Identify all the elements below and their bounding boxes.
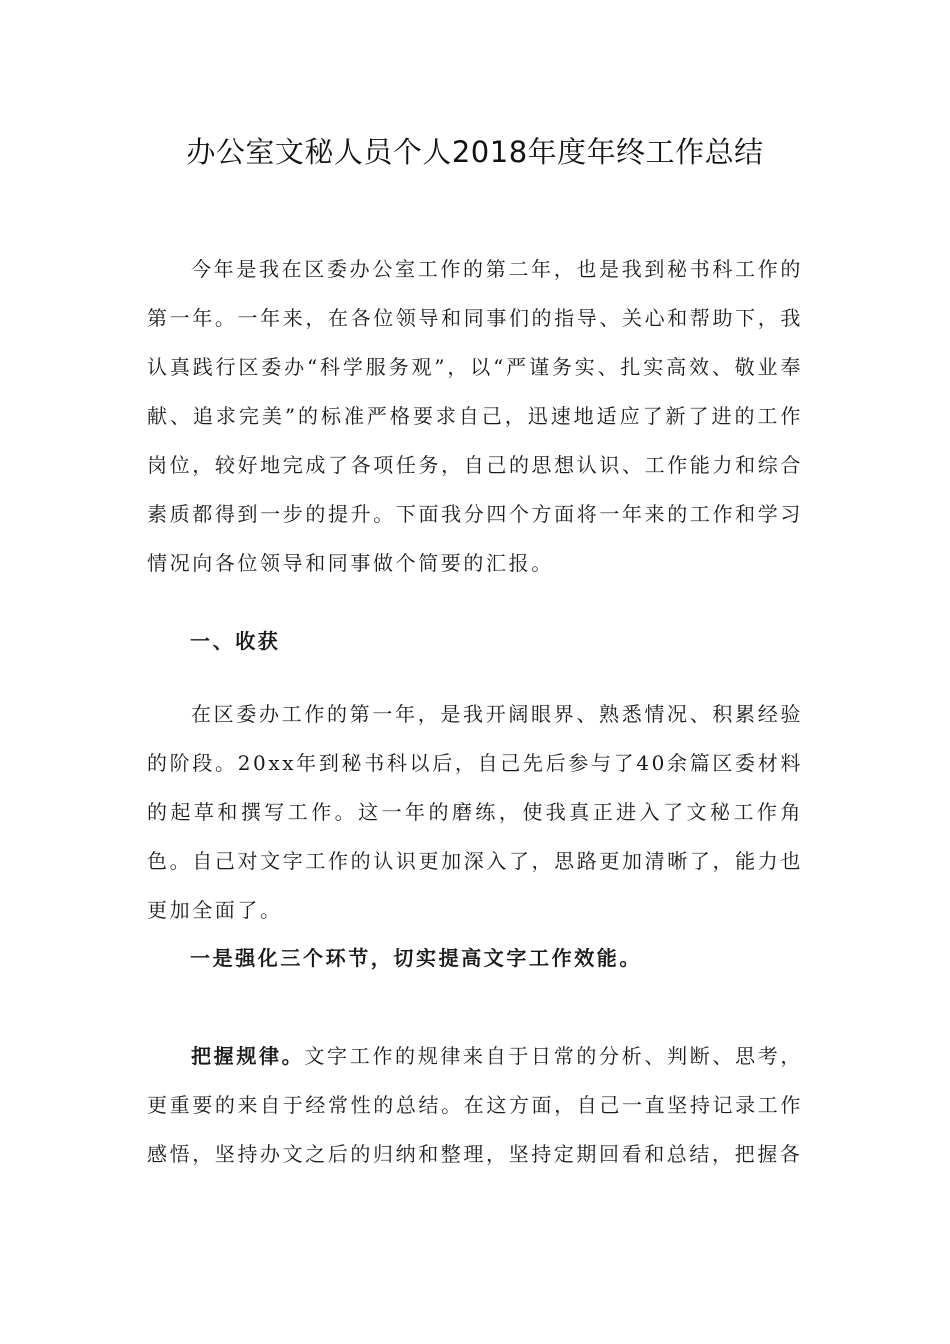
section1-paragraph: 在区委办工作的第一年，是我开阔眼界、熟悉情况、积累经验的阶段。20xx年到秘书科以后，自己先后参与了40余篇区委材料的起草和撰写工作。这一年的磨练，使我真正进入了文秘工作角色。自己对文字工作的认识更加深入了，思路更加清晰了，能力也更加全面了。	[147, 702, 803, 922]
document-title: 办公室文秘人员个人2018年度年终工作总结	[186, 135, 764, 169]
subsection1-paragraph	[147, 1032, 803, 1179]
intro-paragraph: 今年是我在区委办公室工作的第二年，也是我到秘书科工作的第一年。一年来，在各位领导和同事们的指导、关心和帮助下，我认真践行区委办“科学服务观”，以“严谨务实、扎实高效、敬业奉献、追求完美”的标准严格要求自己，迅速地适应了新了进的工作岗位，较好地完成了各项任务，自己的思想认识、工作能力和综合素质都得到一步的提升。下面我分四个方面将一年来的工作和学习情况向各位领导和同事做个简要的汇报。	[147, 257, 803, 575]
section-heading-harvest: 一、收获	[190, 629, 281, 653]
subsection-heading-1: 一是强化三个环节，切实提高文字工作效能。	[190, 946, 642, 970]
paragraph-text: 文字工作的规律来自于日常的分析、判断、思考，更重要的来自于经常性的总结。在这方面，自己一直坚持记录工作感悟，坚持办文之后的归纳和整理，坚持定期回看和总结，把握各	[147, 1044, 804, 1166]
paragraph-lead: 把握规律。	[191, 1044, 305, 1068]
